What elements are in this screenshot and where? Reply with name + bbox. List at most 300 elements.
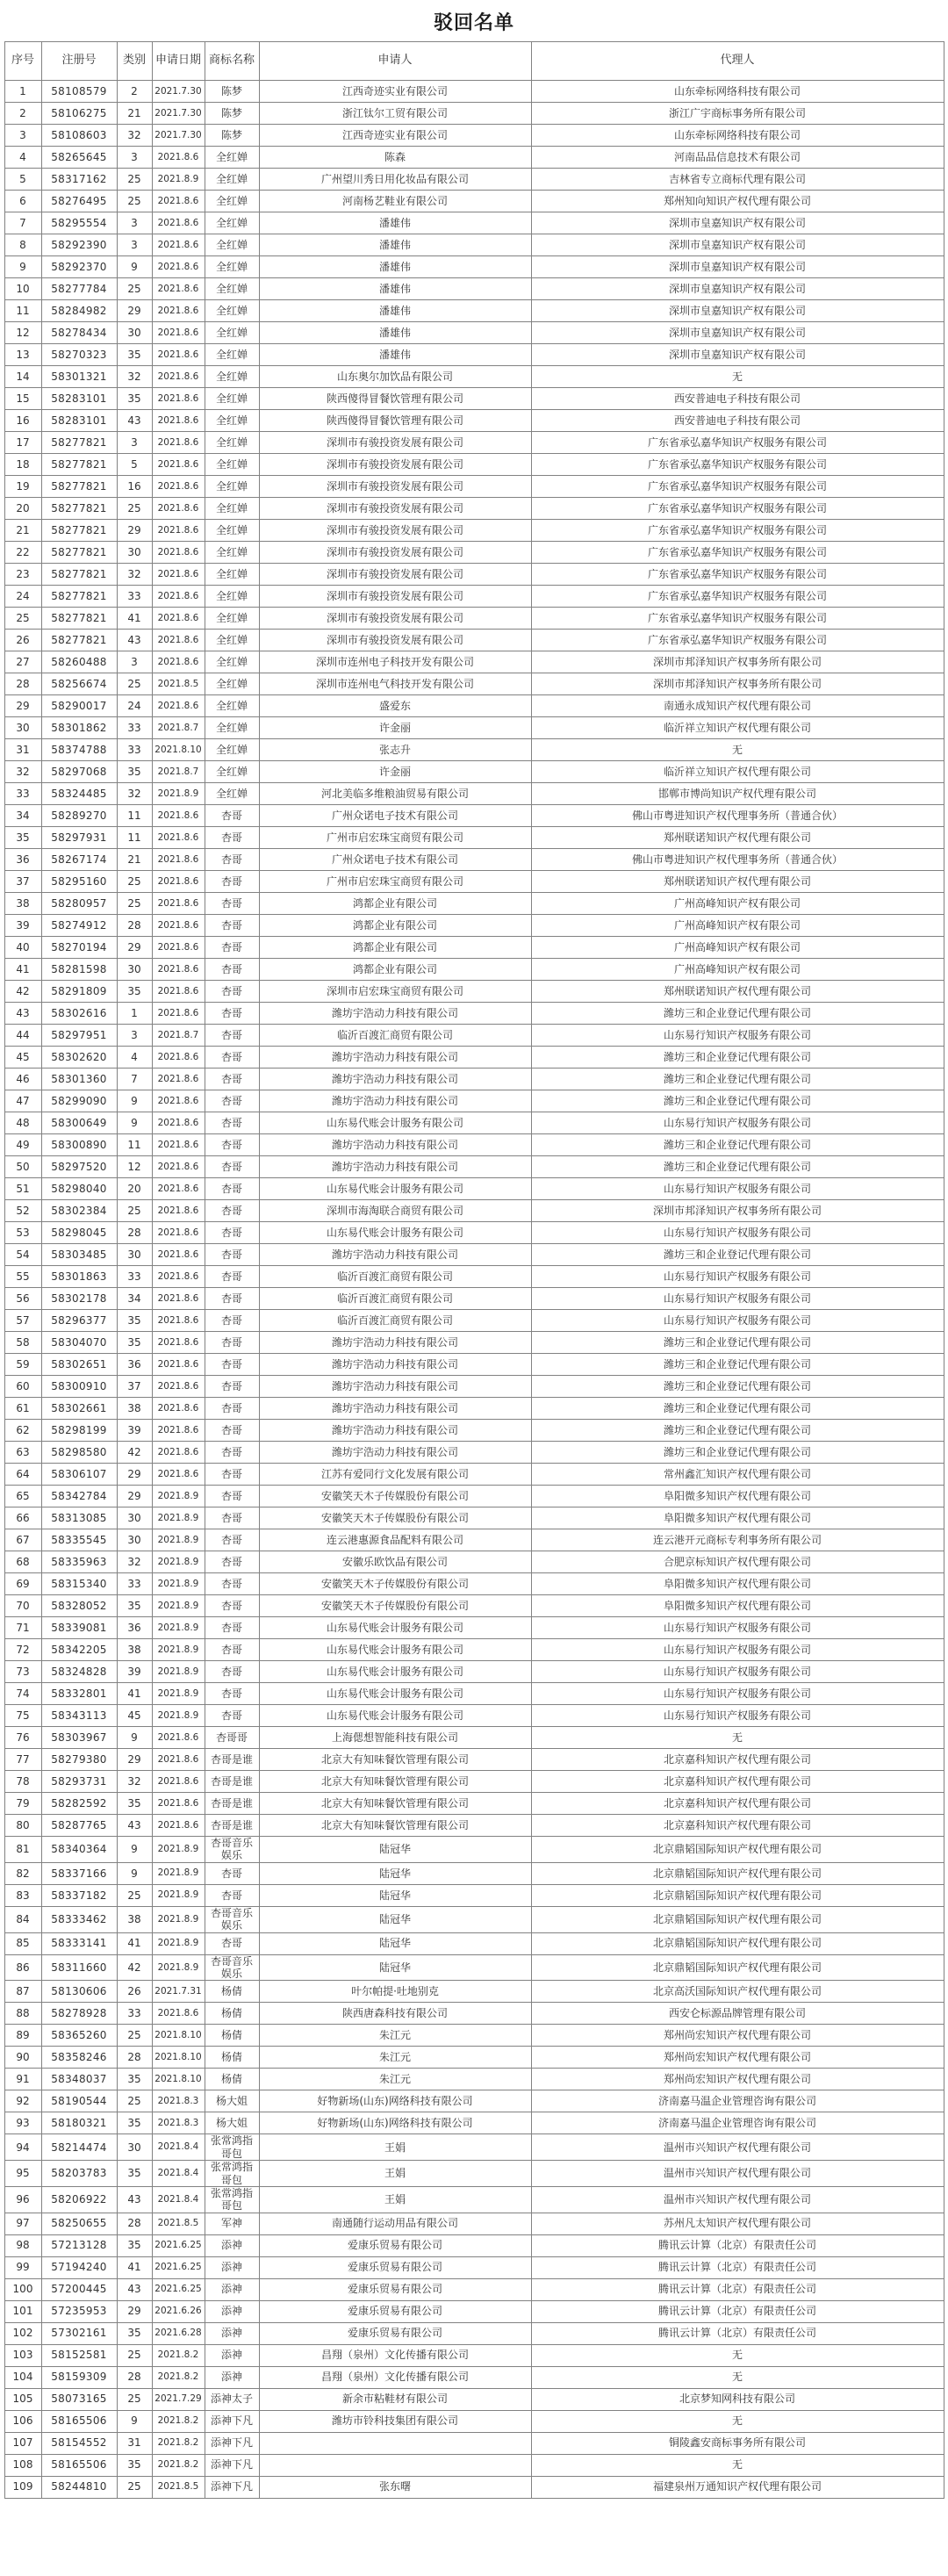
- cell-applicant: 河南杨艺鞋业有限公司: [259, 191, 531, 212]
- cell-agent: 腾讯云计算（北京）有限责任公司: [531, 2256, 944, 2278]
- cell-index: 33: [4, 783, 41, 805]
- cell-trademark-name: 全红婵: [205, 191, 259, 212]
- table-row: [4, 1025, 944, 1047]
- cell-applicant: 新余市粘鞋材有限公司: [259, 2388, 531, 2410]
- cell-agent: 山东易行知识产权服务有限公司: [531, 1288, 944, 1310]
- cell-agent: 山东易行知识产权服务有限公司: [531, 1222, 944, 1244]
- cell-index: 69: [4, 1573, 41, 1595]
- cell-application-date: 2021.8.6: [152, 695, 205, 717]
- column-header-applicant: 申请人: [259, 42, 531, 81]
- cell-agent: 广州高峰知识产权有限公司: [531, 937, 944, 959]
- table-row: [4, 388, 944, 410]
- cell-class: 35: [117, 2069, 152, 2090]
- cell-trademark-name: 全红婵: [205, 651, 259, 673]
- cell-agent: 无: [531, 2410, 944, 2432]
- cell-applicant: 山东易代账会计服务有限公司: [259, 1661, 531, 1683]
- cell-class: 3: [117, 651, 152, 673]
- table-row: [4, 191, 944, 212]
- cell-application-date: 2021.8.9: [152, 1617, 205, 1639]
- cell-index: 16: [4, 410, 41, 432]
- cell-class: 3: [117, 234, 152, 256]
- cell-applicant: 山东易代账会计服务有限公司: [259, 1705, 531, 1727]
- cell-application-date: 2021.8.9: [152, 1507, 205, 1529]
- cell-registration-number: 58277821: [41, 586, 117, 608]
- cell-trademark-name: 杏哥: [205, 871, 259, 893]
- cell-class: 41: [117, 608, 152, 630]
- cell-applicant: 深圳市有骏投资发展有限公司: [259, 608, 531, 630]
- cell-agent: 山东易行知识产权服务有限公司: [531, 1639, 944, 1661]
- cell-registration-number: 58214474: [41, 2134, 117, 2161]
- cell-trademark-name: 全红婵: [205, 542, 259, 564]
- cell-index: 102: [4, 2322, 41, 2344]
- cell-class: 30: [117, 2134, 152, 2161]
- cell-application-date: 2021.8.5: [152, 673, 205, 695]
- cell-registration-number: 58301863: [41, 1266, 117, 1288]
- cell-trademark-name: 杨倩: [205, 1981, 259, 2003]
- cell-agent: 深圳市邦泽知识产权事务所有限公司: [531, 1200, 944, 1222]
- cell-class: 25: [117, 893, 152, 915]
- cell-class: 28: [117, 915, 152, 937]
- cell-applicant: [259, 2432, 531, 2454]
- cell-class: 35: [117, 761, 152, 783]
- cell-index: 51: [4, 1178, 41, 1200]
- cell-registration-number: 58302651: [41, 1354, 117, 1376]
- cell-registration-number: 58282592: [41, 1793, 117, 1815]
- cell-registration-number: 58348037: [41, 2069, 117, 2090]
- cell-class: 25: [117, 673, 152, 695]
- cell-applicant: 潍坊宇浩动力科技有限公司: [259, 1354, 531, 1376]
- cell-agent: 无: [531, 2344, 944, 2366]
- cell-agent: 苏州凡太知识产权代理有限公司: [531, 2213, 944, 2234]
- cell-trademark-name: 杨大姐: [205, 2112, 259, 2134]
- cell-index: 79: [4, 1793, 41, 1815]
- table-row: [4, 2432, 944, 2454]
- cell-class: 35: [117, 344, 152, 366]
- cell-agent: 广东省承弘嘉华知识产权服务有限公司: [531, 476, 944, 498]
- cell-agent: 北京嘉科知识产权代理有限公司: [531, 1793, 944, 1815]
- cell-agent: 广东省承弘嘉华知识产权服务有限公司: [531, 608, 944, 630]
- cell-agent: 深圳市邦泽知识产权事务所有限公司: [531, 673, 944, 695]
- cell-applicant: 安徽笑天木子传媒股份有限公司: [259, 1486, 531, 1507]
- table-row: [4, 2047, 944, 2069]
- cell-index: 44: [4, 1025, 41, 1047]
- cell-class: 30: [117, 1529, 152, 1551]
- cell-applicant: 临沂百渡汇商贸有限公司: [259, 1310, 531, 1332]
- table-row: [4, 520, 944, 542]
- table-row: [4, 1069, 944, 1090]
- cell-trademark-name: 添神: [205, 2344, 259, 2366]
- cell-applicant: 许金丽: [259, 761, 531, 783]
- cell-agent: 浙江广宇商标事务所有限公司: [531, 103, 944, 125]
- cell-class: 32: [117, 125, 152, 147]
- cell-applicant: 昌翔（泉州）文化传播有限公司: [259, 2344, 531, 2366]
- cell-class: 33: [117, 2003, 152, 2025]
- table-row: [4, 2090, 944, 2112]
- cell-agent: 腾讯云计算（北京）有限责任公司: [531, 2278, 944, 2300]
- table-row: [4, 1551, 944, 1573]
- cell-applicant: 陕西唐森科技有限公司: [259, 2003, 531, 2025]
- cell-class: 25: [117, 2090, 152, 2112]
- cell-applicant: 潘雄伟: [259, 300, 531, 322]
- cell-applicant: 爱康乐贸易有限公司: [259, 2322, 531, 2344]
- cell-class: 25: [117, 278, 152, 300]
- cell-applicant: 潍坊宇浩动力科技有限公司: [259, 1244, 531, 1266]
- table-row: [4, 2454, 944, 2476]
- cell-applicant: 爱康乐贸易有限公司: [259, 2234, 531, 2256]
- cell-index: 10: [4, 278, 41, 300]
- table-row: [4, 586, 944, 608]
- cell-registration-number: 58324485: [41, 783, 117, 805]
- cell-agent: 临沂祥立知识产权代理有限公司: [531, 717, 944, 739]
- cell-applicant: 安徽笑天木子传媒股份有限公司: [259, 1595, 531, 1617]
- table-row: [4, 630, 944, 651]
- cell-trademark-name: 全红婵: [205, 717, 259, 739]
- cell-class: 41: [117, 1683, 152, 1705]
- cell-registration-number: 58290017: [41, 695, 117, 717]
- cell-index: 82: [4, 1862, 41, 1884]
- cell-applicant: 山东奥尔加饮品有限公司: [259, 366, 531, 388]
- cell-trademark-name: 全红婵: [205, 673, 259, 695]
- table-row: [4, 937, 944, 959]
- cell-registration-number: 58298199: [41, 1420, 117, 1442]
- cell-application-date: 2021.8.9: [152, 1906, 205, 1932]
- column-header-trademark-name: 商标名称: [205, 42, 259, 81]
- cell-agent: 山东易行知识产权服务有限公司: [531, 1178, 944, 1200]
- cell-application-date: 2021.8.6: [152, 1156, 205, 1178]
- cell-agent: 深圳市皇嘉知识产权有限公司: [531, 322, 944, 344]
- cell-agent: 北京鼎韬国际知识产权代理有限公司: [531, 1906, 944, 1932]
- table-row: [4, 498, 944, 520]
- cell-class: 30: [117, 542, 152, 564]
- cell-agent: 腾讯云计算（北京）有限责任公司: [531, 2300, 944, 2322]
- cell-applicant: 浙江钛尔工贸有限公司: [259, 103, 531, 125]
- cell-class: 25: [117, 191, 152, 212]
- cell-index: 34: [4, 805, 41, 827]
- column-header-registration-number: 注册号: [41, 42, 117, 81]
- table-row: [4, 761, 944, 783]
- cell-applicant: 潍坊宇浩动力科技有限公司: [259, 1090, 531, 1112]
- cell-index: 50: [4, 1156, 41, 1178]
- cell-agent: 铜陵鑫安商标事务所有限公司: [531, 2432, 944, 2454]
- cell-registration-number: 58284982: [41, 300, 117, 322]
- cell-class: 32: [117, 1551, 152, 1573]
- table-row: [4, 1705, 944, 1727]
- cell-class: 32: [117, 1771, 152, 1793]
- cell-index: 107: [4, 2432, 41, 2454]
- cell-application-date: 2021.8.9: [152, 1551, 205, 1573]
- cell-applicant: 朱江元: [259, 2069, 531, 2090]
- cell-application-date: 2021.8.6: [152, 1244, 205, 1266]
- cell-index: 56: [4, 1288, 41, 1310]
- cell-class: 38: [117, 1398, 152, 1420]
- rejection-table: [4, 41, 944, 2499]
- cell-agent: 无: [531, 1727, 944, 1749]
- table-row: [4, 2322, 944, 2344]
- cell-agent: 阜阳微多知识产权代理有限公司: [531, 1573, 944, 1595]
- cell-application-date: 2021.8.6: [152, 1727, 205, 1749]
- table-row: [4, 695, 944, 717]
- column-header-application-date: 申请日期: [152, 42, 205, 81]
- cell-class: 33: [117, 1573, 152, 1595]
- table-row: [4, 1595, 944, 1617]
- cell-registration-number: 58277821: [41, 476, 117, 498]
- cell-registration-number: 58295554: [41, 212, 117, 234]
- cell-application-date: 2021.8.6: [152, 542, 205, 564]
- cell-registration-number: 58339081: [41, 1617, 117, 1639]
- cell-class: 33: [117, 717, 152, 739]
- cell-application-date: 2021.8.6: [152, 410, 205, 432]
- cell-registration-number: 58302616: [41, 1003, 117, 1025]
- cell-applicant: 潍坊宇浩动力科技有限公司: [259, 1442, 531, 1464]
- cell-index: 96: [4, 2186, 41, 2213]
- cell-applicant: 王娟: [259, 2161, 531, 2187]
- cell-agent: 广东省承弘嘉华知识产权服务有限公司: [531, 630, 944, 651]
- cell-class: 3: [117, 1025, 152, 1047]
- cell-class: 9: [117, 1090, 152, 1112]
- cell-application-date: 2021.8.6: [152, 915, 205, 937]
- cell-class: 32: [117, 366, 152, 388]
- cell-agent: 北京嘉科知识产权代理有限公司: [531, 1749, 944, 1771]
- cell-class: 11: [117, 827, 152, 849]
- cell-applicant: [259, 2454, 531, 2476]
- table-row: [4, 651, 944, 673]
- cell-agent: 北京鼎韬国际知识产权代理有限公司: [531, 1954, 944, 1981]
- table-row: [4, 2476, 944, 2498]
- cell-agent: 西安普迪电子科技有限公司: [531, 388, 944, 410]
- cell-agent: 连云港开元商标专利事务所有限公司: [531, 1529, 944, 1551]
- table-row: [4, 2112, 944, 2134]
- cell-agent: 潍坊三和企业登记代理有限公司: [531, 1398, 944, 1420]
- cell-class: 35: [117, 1332, 152, 1354]
- cell-application-date: 2021.8.6: [152, 608, 205, 630]
- cell-agent: 合肥京标知识产权代理有限公司: [531, 1551, 944, 1573]
- cell-index: 70: [4, 1595, 41, 1617]
- cell-applicant: 朱江元: [259, 2025, 531, 2047]
- cell-application-date: 2021.8.6: [152, 432, 205, 454]
- cell-registration-number: 58106275: [41, 103, 117, 125]
- cell-index: 101: [4, 2300, 41, 2322]
- cell-agent: 深圳市皇嘉知识产权有限公司: [531, 212, 944, 234]
- cell-trademark-name: 杏哥是谁: [205, 1815, 259, 1837]
- cell-trademark-name: 全红婵: [205, 761, 259, 783]
- cell-application-date: 2021.8.3: [152, 2090, 205, 2112]
- cell-application-date: 2021.8.6: [152, 1793, 205, 1815]
- cell-application-date: 2021.8.4: [152, 2161, 205, 2187]
- cell-registration-number: 58279380: [41, 1749, 117, 1771]
- cell-index: 32: [4, 761, 41, 783]
- table-row: [4, 278, 944, 300]
- cell-applicant: 潍坊宇浩动力科技有限公司: [259, 1376, 531, 1398]
- cell-trademark-name: 杏哥: [205, 1595, 259, 1617]
- cell-applicant: 广州众诺电子技术有限公司: [259, 805, 531, 827]
- cell-applicant: 潘雄伟: [259, 234, 531, 256]
- cell-applicant: 江西奇迹实业有限公司: [259, 81, 531, 103]
- cell-class: 33: [117, 586, 152, 608]
- cell-class: 32: [117, 783, 152, 805]
- cell-index: 89: [4, 2025, 41, 2047]
- cell-class: 37: [117, 1376, 152, 1398]
- cell-application-date: 2021.8.10: [152, 2047, 205, 2069]
- cell-index: 108: [4, 2454, 41, 2476]
- cell-index: 15: [4, 388, 41, 410]
- table-row: [4, 673, 944, 695]
- cell-application-date: 2021.6.25: [152, 2256, 205, 2278]
- cell-class: 25: [117, 1200, 152, 1222]
- cell-agent: 广东省承弘嘉华知识产权服务有限公司: [531, 498, 944, 520]
- cell-index: 64: [4, 1464, 41, 1486]
- cell-agent: 深圳市皇嘉知识产权有限公司: [531, 256, 944, 278]
- table-row: [4, 256, 944, 278]
- cell-class: 35: [117, 981, 152, 1003]
- cell-applicant: 深圳市有骏投资发展有限公司: [259, 520, 531, 542]
- cell-class: 5: [117, 454, 152, 476]
- cell-index: 27: [4, 651, 41, 673]
- cell-registration-number: 58108603: [41, 125, 117, 147]
- cell-applicant: 爱康乐贸易有限公司: [259, 2256, 531, 2278]
- cell-class: 33: [117, 1266, 152, 1288]
- cell-applicant: 王娟: [259, 2186, 531, 2213]
- cell-agent: 潍坊三和企业登记代理有限公司: [531, 1156, 944, 1178]
- cell-agent: 温州市兴知识产权代理有限公司: [531, 2186, 944, 2213]
- cell-application-date: 2021.8.6: [152, 1112, 205, 1134]
- cell-application-date: 2021.8.10: [152, 739, 205, 761]
- cell-index: 35: [4, 827, 41, 849]
- cell-trademark-name: 杏哥: [205, 1244, 259, 1266]
- cell-applicant: 深圳市有骏投资发展有限公司: [259, 454, 531, 476]
- cell-agent: 深圳市皇嘉知识产权有限公司: [531, 234, 944, 256]
- cell-agent: 无: [531, 366, 944, 388]
- cell-index: 41: [4, 959, 41, 981]
- cell-registration-number: 58274912: [41, 915, 117, 937]
- cell-class: 24: [117, 695, 152, 717]
- cell-trademark-name: 杏哥: [205, 827, 259, 849]
- cell-trademark-name: 添神: [205, 2278, 259, 2300]
- cell-registration-number: 58256674: [41, 673, 117, 695]
- cell-class: 39: [117, 1661, 152, 1683]
- cell-class: 42: [117, 1442, 152, 1464]
- cell-applicant: 潘雄伟: [259, 278, 531, 300]
- cell-class: 9: [117, 256, 152, 278]
- cell-index: 95: [4, 2161, 41, 2187]
- cell-trademark-name: 杏哥: [205, 1932, 259, 1954]
- table-row: [4, 300, 944, 322]
- cell-agent: 常州鑫汇知识产权代理有限公司: [531, 1464, 944, 1486]
- table-row: [4, 2410, 944, 2432]
- cell-trademark-name: 全红婵: [205, 520, 259, 542]
- cell-application-date: 2021.7.31: [152, 1981, 205, 2003]
- cell-registration-number: 58277821: [41, 498, 117, 520]
- cell-applicant: 山东易代账会计服务有限公司: [259, 1222, 531, 1244]
- cell-application-date: 2021.6.26: [152, 2300, 205, 2322]
- cell-agent: 郑州联诺知识产权代理有限公司: [531, 871, 944, 893]
- cell-application-date: 2021.8.6: [152, 586, 205, 608]
- cell-applicant: 深圳市海淘联合商贸有限公司: [259, 1200, 531, 1222]
- cell-applicant: 潘雄伟: [259, 256, 531, 278]
- cell-application-date: 2021.8.10: [152, 2025, 205, 2047]
- cell-index: 68: [4, 1551, 41, 1573]
- cell-applicant: 山东易代账会计服务有限公司: [259, 1683, 531, 1705]
- table-row: [4, 1266, 944, 1288]
- cell-agent: 潍坊三和企业登记代理有限公司: [531, 1332, 944, 1354]
- table-row: [4, 234, 944, 256]
- cell-applicant: 深圳市连州电气科技开发有限公司: [259, 673, 531, 695]
- cell-registration-number: 58108579: [41, 81, 117, 103]
- cell-application-date: 2021.8.6: [152, 234, 205, 256]
- cell-index: 25: [4, 608, 41, 630]
- cell-application-date: 2021.8.6: [152, 805, 205, 827]
- cell-index: 88: [4, 2003, 41, 2025]
- cell-trademark-name: 杏哥: [205, 1639, 259, 1661]
- cell-class: 2: [117, 81, 152, 103]
- cell-registration-number: 58299090: [41, 1090, 117, 1112]
- table-body: [4, 81, 944, 2499]
- cell-application-date: 2021.8.6: [152, 191, 205, 212]
- cell-index: 46: [4, 1069, 41, 1090]
- cell-applicant: 潍坊宇浩动力科技有限公司: [259, 1420, 531, 1442]
- cell-index: 75: [4, 1705, 41, 1727]
- cell-index: 37: [4, 871, 41, 893]
- cell-registration-number: 58277821: [41, 520, 117, 542]
- cell-agent: 潍坊三和企业登记代理有限公司: [531, 1354, 944, 1376]
- cell-registration-number: 58302384: [41, 1200, 117, 1222]
- cell-class: 25: [117, 2344, 152, 2366]
- cell-index: 98: [4, 2234, 41, 2256]
- table-row: [4, 103, 944, 125]
- cell-trademark-name: 杏哥: [205, 893, 259, 915]
- cell-applicant: 广州望川秀日用化妆品有限公司: [259, 169, 531, 191]
- cell-application-date: 2021.8.6: [152, 1090, 205, 1112]
- cell-registration-number: 58297951: [41, 1025, 117, 1047]
- table-row: [4, 2025, 944, 2047]
- cell-applicant: 深圳市有骏投资发展有限公司: [259, 542, 531, 564]
- table-row: [4, 1837, 944, 1863]
- cell-index: 87: [4, 1981, 41, 2003]
- cell-applicant: 陆冠华: [259, 1932, 531, 1954]
- cell-trademark-name: 杏哥: [205, 1003, 259, 1025]
- cell-class: 29: [117, 1749, 152, 1771]
- cell-applicant: 深圳市有骏投资发展有限公司: [259, 498, 531, 520]
- cell-trademark-name: 杏哥: [205, 1862, 259, 1884]
- cell-registration-number: 58300890: [41, 1134, 117, 1156]
- cell-trademark-name: 全红婵: [205, 344, 259, 366]
- cell-trademark-name: 杏哥: [205, 1464, 259, 1486]
- cell-application-date: 2021.8.5: [152, 2213, 205, 2234]
- table-row: [4, 410, 944, 432]
- cell-registration-number: 58276495: [41, 191, 117, 212]
- table-row: [4, 2388, 944, 2410]
- cell-applicant: 爱康乐贸易有限公司: [259, 2300, 531, 2322]
- cell-applicant: 深圳市有骏投资发展有限公司: [259, 564, 531, 586]
- cell-index: 62: [4, 1420, 41, 1442]
- cell-registration-number: 58301360: [41, 1069, 117, 1090]
- table-row: [4, 1573, 944, 1595]
- table-row: [4, 81, 944, 103]
- cell-agent: 深圳市皇嘉知识产权有限公司: [531, 344, 944, 366]
- cell-registration-number: 58317162: [41, 169, 117, 191]
- cell-agent: 佛山市粤进知识产权代理事务所（普通合伙）: [531, 849, 944, 871]
- cell-trademark-name: 全红婵: [205, 476, 259, 498]
- table-row: [4, 893, 944, 915]
- cell-class: 1: [117, 1003, 152, 1025]
- cell-applicant: 潍坊宇浩动力科技有限公司: [259, 1069, 531, 1090]
- cell-applicant: 广州众诺电子技术有限公司: [259, 849, 531, 871]
- cell-index: 38: [4, 893, 41, 915]
- cell-application-date: 2021.8.6: [152, 1178, 205, 1200]
- cell-class: 41: [117, 1932, 152, 1954]
- cell-application-date: 2021.8.6: [152, 564, 205, 586]
- table-row: [4, 564, 944, 586]
- cell-applicant: 江西奇迹实业有限公司: [259, 125, 531, 147]
